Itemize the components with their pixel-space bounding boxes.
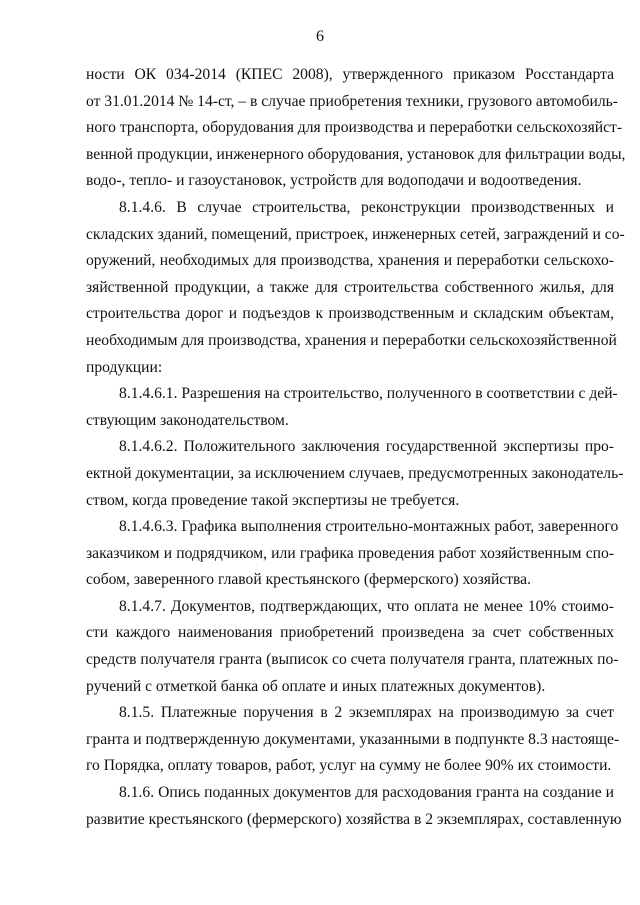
text-line: водо-, тепло- и газоустановок, устройств для водоподачи и водоотведения. [86,172,582,190]
text-line: сти каждого наименования приобретений произведена за счет собственных [86,624,614,642]
paragraph-8-1-4-6-3 [86,514,619,594]
text-line: от 31.01.2014 № 14-ст, – в случае приобретения техники, грузового автомобиль- [86,92,618,110]
text-line: го Порядка, оплату товаров, работ, услуг на сумму не более 90% их стоимости. [86,757,612,775]
text-line: собом, заверенного главой крестьянского (фермерского) хозяйства. [86,571,532,589]
text-line: 8.1.4.7. Документов, подтверждающих, что оплата не менее 10% стоимо- [119,597,614,615]
text-line: 8.1.6. Опись поданных документов для расходования гранта на создание и [119,784,614,802]
paragraph-continuation [86,62,626,195]
paragraph-8-1-4-6 [86,195,625,381]
text-line: 8.1.4.6.3. Графика выполнения строительно-монтажных работ, заверенного [119,518,619,536]
text-line: средств получателя гранта (выписок со счета получателя гранта, платежных по- [86,651,619,669]
text-line: оружений, необходимых для производства, хранения и переработки сельскохо- [86,252,614,270]
paragraph-8-1-4-7 [86,594,619,700]
text-line: гранта и подтвержденную документами, указанными в подпункте 8.3 настояще- [86,730,620,748]
text-line: 8.1.5. Платежные поручения в 2 экземплярах на производимую за счет [119,704,614,722]
text-line: заказчиком и подрядчиком, или графика проведения работ хозяйственным спо- [86,544,614,562]
text-line: 8.1.4.6. В случае строительства, реконструкции производственных и [119,198,614,216]
paragraph-8-1-6 [86,780,622,833]
paragraph-8-1-4-6-2 [86,434,624,514]
paragraph-8-1-4-6-1 [86,381,618,434]
page-number: 6 [316,28,324,45]
text-line: ствующим законодательством. [86,411,289,429]
text-line: необходимым для производства, хранения и переработки сельскохозяйственной [86,331,617,349]
text-line: ности ОК 034-2014 (КПЕС 2008), утвержденного приказом Росстандарта [86,66,614,83]
text-line: продукции: [86,358,163,376]
text-line: венной продукции, инженерного оборудования, установок для фильтрации воды, [86,145,626,163]
text-line: ством, когда проведение такой экспертизы не требуется. [86,491,460,509]
text-line: ручений с отметкой банка об оплате и иных платежных документов). [86,677,546,695]
text-line: складских зданий, помещений, пристроек, инженерных сетей, заграждений и со- [86,225,625,243]
text-line: ектной документации, за исключением случаев, предусмотренных законодатель- [86,464,624,482]
paragraph-8-1-5 [86,700,620,780]
text-line: ного транспорта, оборудования для производства и переработки сельскохозяйст- [86,119,623,137]
text-line: строительства дорог и подъездов к производственным и складским объектам, [86,305,614,323]
document-body [86,62,626,833]
text-line: зяйственной продукции, а также для строительства собственного жилья, для [86,278,614,296]
text-line: 8.1.4.6.2. Положительного заключения государственной экспертизы про- [119,438,614,456]
text-line: развитие крестьянского (фермерского) хозяйства в 2 экземплярах, составленную [86,810,622,828]
text-line: 8.1.4.6.1. Разрешения на строительство, полученного в соответствии с дей- [119,385,618,403]
